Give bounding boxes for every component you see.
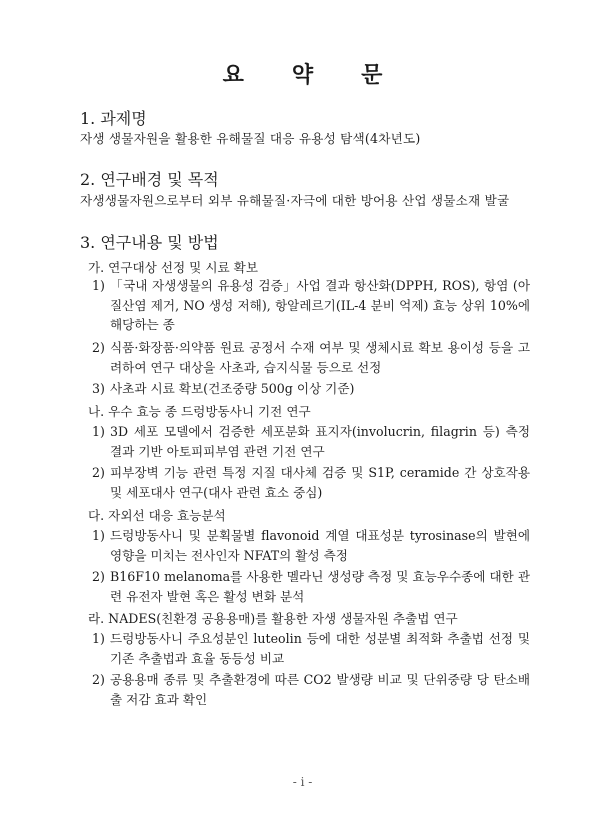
subsection-label-ra: 라. NADES(친환경 공용용매)를 활용한 자생 생물자원 추출법 연구 bbox=[88, 611, 458, 626]
section-heading-2: 2. 연구배경 및 목적 bbox=[80, 170, 219, 189]
item-text: B16F10 melanoma를 사용한 멜라닌 생성량 측정 및 효능우수종에 대한 관련 유전자 발현 혹은 활성 변화 분석 bbox=[110, 569, 530, 604]
list-item bbox=[92, 670, 530, 709]
item-number: 2) bbox=[92, 465, 105, 480]
subsection-label-da: 다. 자외선 대응 효능분석 bbox=[88, 508, 226, 523]
item-number: 3) bbox=[92, 381, 105, 396]
list-item bbox=[92, 463, 530, 502]
item-number: 1) bbox=[92, 278, 105, 293]
item-text: 3D 세포 모델에서 검증한 세포분화 표지자(involucrin, filagrin 등) 측정 결과 기반 아토피피부염 관련 기전 연구 bbox=[110, 424, 530, 459]
section-heading-3: 3. 연구내용 및 방법 bbox=[80, 233, 219, 252]
list-item bbox=[92, 422, 530, 461]
section-heading-1: 1. 과제명 bbox=[80, 109, 147, 128]
list-item bbox=[92, 338, 530, 377]
item-text: 사초과 시료 확보(건조중량 500g 이상 기준) bbox=[110, 381, 355, 396]
item-text: 드렁방동사니 및 분획물별 flavonoid 계열 대표성분 tyrosinase의 발현에 영향을 미치는 전사인자 NFAT의 활성 측정 bbox=[110, 528, 530, 563]
item-number: 2) bbox=[92, 340, 105, 355]
subsection-label-ga: 가. 연구대상 선정 및 시료 확보 bbox=[88, 260, 259, 275]
item-text: 피부장벽 기능 관련 특정 지질 대사체 검증 및 S1P, ceramide 간 상호작용 및 세포대사 연구(대사 관련 효소 중심) bbox=[110, 465, 530, 500]
item-number: 1) bbox=[92, 631, 105, 646]
list-item bbox=[92, 629, 530, 668]
item-number: 2) bbox=[92, 672, 105, 687]
item-number: 1) bbox=[92, 424, 105, 439]
section-text-1: 자생 생물자원을 활용한 유해물질 대응 유용성 탐색(4차년도) bbox=[80, 131, 421, 146]
section-text-2: 자생생물자원으로부터 외부 유해물질·자극에 대한 방어용 산업 생물소재 발굴 bbox=[80, 193, 510, 208]
page-title bbox=[0, 58, 605, 89]
title-char: 문 bbox=[361, 63, 383, 88]
item-text: 식품·화장품·의약품 원료 공정서 수재 여부 및 생체시료 확보 용이성 등을 고려하여 연구 대상을 사초과, 습지식물 등으로 선정 bbox=[110, 340, 530, 375]
list-item bbox=[92, 526, 530, 565]
subsection-label-na: 나. 우수 효능 종 드렁방동사니 기전 연구 bbox=[88, 404, 311, 419]
page-number: - i - bbox=[292, 775, 313, 789]
list-item bbox=[92, 276, 530, 335]
item-number: 2) bbox=[92, 569, 105, 584]
item-number: 1) bbox=[92, 528, 105, 543]
list-item bbox=[92, 567, 530, 606]
item-text: 드렁방동사니 주요성분인 luteolin 등에 대한 성분별 최적화 추출법 선정 및 기존 추출법과 효율 동등성 비교 bbox=[110, 631, 530, 666]
list-item bbox=[92, 379, 530, 399]
item-text: 「국내 자생생물의 유용성 검증」사업 결과 항산화(DPPH, ROS), 항염 (아질산염 제거, NO 생성 저해), 항알레르기(IL-4 분비 억제) 효능 상위 10%에 해당하는 종 bbox=[110, 278, 530, 332]
title-char: 약 bbox=[291, 63, 314, 88]
title-char: 요 bbox=[222, 63, 244, 88]
item-text: 공용용매 종류 및 추출환경에 따른 CO2 발생량 비교 및 단위중량 당 탄소배출 저감 효과 확인 bbox=[110, 672, 530, 707]
